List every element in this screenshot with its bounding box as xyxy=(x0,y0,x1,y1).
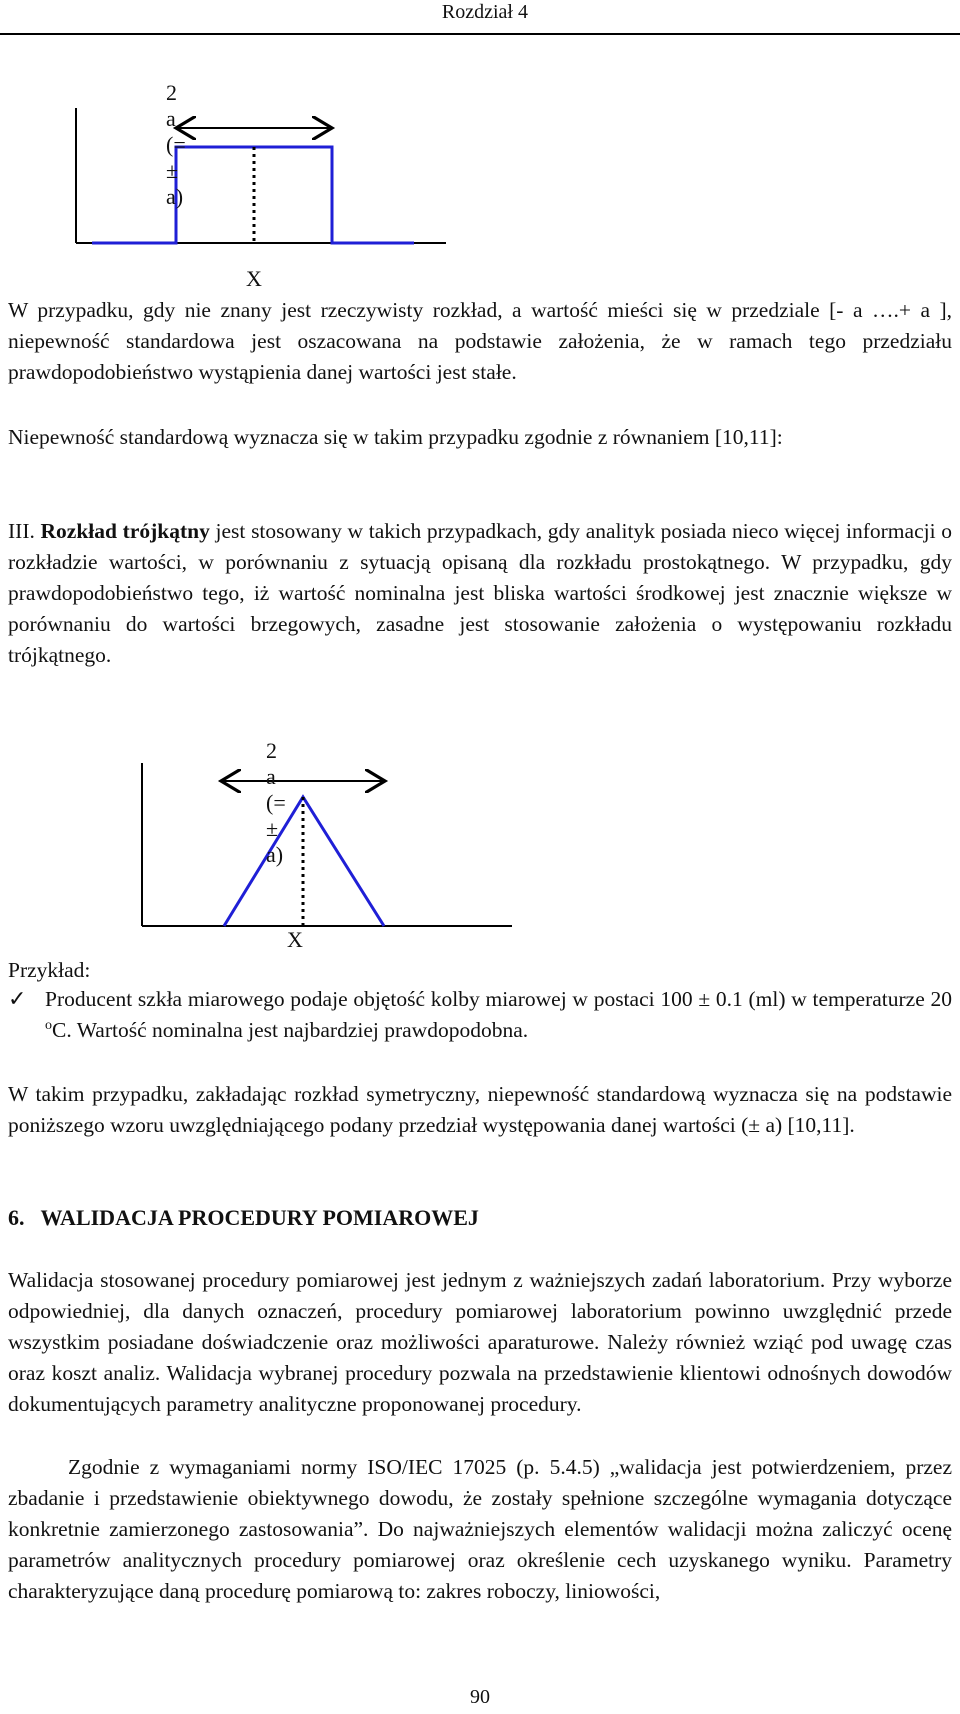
x-axis-label: X xyxy=(287,927,303,952)
paragraph-validation: Walidacja stosowanej procedury pomiarowej jest jednym z ważniejszych zadań laboratorium. Przy wyborze odpowiedniej, dla danych oznaczeń, procedury pomiarowej laboratorium powinno uwzględnić przede wszystkim posiadane doświadczenie oraz możliwości aparaturowe. Należy również wziąć pod uwagę czas oraz koszt analiz. Walidacja wybranej procedury pozwala na przedstawienie klientowi odnośnych dowodów dokumentujących parametry analityczne proponowanej procedury. xyxy=(8,1268,952,1416)
example-label: Przykład: xyxy=(8,958,91,982)
section-title: WALIDACJA PROCEDURY POMIAROWEJ xyxy=(40,1205,479,1230)
chapter-title: Rozdział 4 xyxy=(441,1,528,23)
paragraph-triangular-body: jest stosowany w takich przypadkach, gdy analityk posiada nieco więcej informacji o rozkładzie wartości, w porównaniu z sytuacją opisaną dla rozkładu prostokątnego. W przypadku, gdy prawdopodobieństwo tego, iż wartość nominalna jest bliska wartości środkowej jest znacznie większe w porównaniu do wartości brzegowych, zasadne jest stosowanie założenia o występowaniu rozkładu trójkątnego. xyxy=(8,519,952,667)
paragraph-iso-text: Zgodnie z wymaganiami normy ISO/IEC 17025 (p. 5.4.5) „walidacja jest potwierdzeniem, przez zbadanie i przedstawienie obiektywnego dowodu, że zostały spełnione szczególne wymagania dotyczące konkretnie zamierzonego zastosowania”. Do najważniejszych elementów walidacji można zaliczyć ocenę parametrów analitycznych procedury pomiarowej oraz określenie cech uzyskanego wyniku. Parametry charakteryzujące daną procedurę pomiarową to: zakres roboczy, liniowości, xyxy=(8,1455,952,1603)
paragraph-rectangular: W przypadku, gdy nie znany jest rzeczywisty rozkład, a wartość mieści się w przedziale [- a ….+ a ], niepewność standardowa jest oszacowana na podstawie założenia, że w ramach tego przedziału prawdopodobieństwo wystąpienia danej wartości jest stałe. xyxy=(8,298,952,384)
section-heading xyxy=(8,1202,479,1233)
section-number: 6. xyxy=(8,1205,25,1230)
roman-numeral: III. xyxy=(8,519,41,543)
degree-superscript: o xyxy=(45,1017,52,1033)
paragraph-symmetric: W takim przypadku, zakładając rozkład symetryczny, niepewność standardową wyznacza się na podstawie poniższego wzoru uwzględniającego podany przedział występowania danej wartości (± a) [10,11]. xyxy=(8,1082,952,1137)
example-text-start: Producent szkła miarowego podaje objętość kolby miarowej w postaci 100 ± 0.1 (ml) w temperaturze 20 xyxy=(45,987,952,1011)
example-item-text xyxy=(45,984,952,1046)
term-triangular: Rozkład trójkątny xyxy=(40,519,210,543)
range-label: 2 a (= ± a) xyxy=(266,738,286,867)
paragraph-iso xyxy=(8,1452,952,1607)
paragraph-equation-ref: Niepewność standardową wyznacza się w takim przypadku zgodnie z równaniem [10,11]: xyxy=(8,425,783,449)
x-axis-label: X xyxy=(246,266,262,291)
range-label: 2 a (= ± a) xyxy=(166,80,186,209)
checkmark-icon: ✓ xyxy=(8,987,27,1012)
page-number: 90 xyxy=(470,1686,490,1708)
example-text-end: C. Wartość nominalna jest najbardziej prawdopodobna. xyxy=(52,1018,529,1042)
